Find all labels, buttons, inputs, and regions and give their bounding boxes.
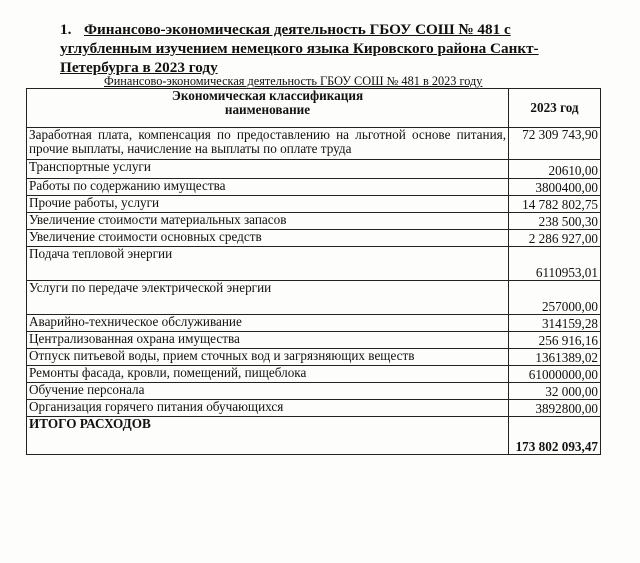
- row-name: Увеличение стоимости основных средств: [27, 230, 509, 247]
- table-row: [27, 349, 601, 366]
- table-row: [27, 383, 601, 400]
- row-name: Услуги по передаче электрической энергии: [27, 281, 509, 315]
- row-name: Обучение персонала: [27, 383, 509, 400]
- row-value: 14 782 802,75: [509, 196, 601, 213]
- header-classification-line2: наименование: [224, 102, 311, 117]
- row-value: 6110953,01: [509, 247, 601, 281]
- table-row: [27, 213, 601, 230]
- row-value: 3800400,00: [509, 179, 601, 196]
- row-value: 32 000,00: [509, 383, 601, 400]
- table-caption: Финансово-экономическая деятельность ГБОУ СОШ № 481 в 2023 году: [104, 74, 483, 88]
- table-row: [27, 230, 601, 247]
- table-row: [27, 366, 601, 383]
- row-value: 20610,00: [509, 160, 601, 179]
- row-value: 3892800,00: [509, 400, 601, 417]
- row-name: Увеличение стоимости материальных запасов: [27, 213, 509, 230]
- row-name: Транспортные услуги: [27, 160, 509, 179]
- document-heading: [60, 20, 600, 77]
- row-value: 61000000,00: [509, 366, 601, 383]
- row-value: 238 500,30: [509, 213, 601, 230]
- row-name: Аварийно-техническое обслуживание: [27, 315, 509, 332]
- row-value: 257000,00: [509, 281, 601, 315]
- row-name: Подача тепловой энергии: [27, 247, 509, 281]
- table-row: [27, 247, 601, 281]
- row-name: Работы по содержанию имущества: [27, 179, 509, 196]
- header-year: 2023 год: [509, 89, 601, 128]
- total-label: ИТОГО РАСХОДОВ: [27, 417, 509, 455]
- row-value: 314159,28: [509, 315, 601, 332]
- financial-table: [26, 88, 601, 455]
- total-value: 173 802 093,47: [509, 417, 601, 455]
- row-name: Отпуск питьевой воды, прием сточных вод и загрязняющих веществ: [27, 349, 509, 366]
- row-name: Заработная плата, компенсация по предоставлению на льготной основе питания, прочие выплаты, начисление на выплаты по оплате труда: [27, 128, 509, 160]
- table-row: [27, 196, 601, 213]
- table-row: [27, 160, 601, 179]
- row-value: 2 286 927,00: [509, 230, 601, 247]
- row-value: 72 309 743,90: [509, 128, 601, 160]
- heading-number: 1.: [60, 21, 72, 38]
- table-row: [27, 400, 601, 417]
- row-name: Прочие работы, услуги: [27, 196, 509, 213]
- table-row: [27, 128, 601, 160]
- heading-text: Финансово-экономическая деятельность ГБОУ СОШ № 481 с углубленным изучением немецкого языка Кировского района Санкт- Петербурга в 2023 году: [60, 21, 539, 76]
- table-row: [27, 179, 601, 196]
- table-row: [27, 315, 601, 332]
- row-name: Централизованная охрана имущества: [27, 332, 509, 349]
- table-header-row: [27, 89, 601, 128]
- row-value: 1361389,02: [509, 349, 601, 366]
- table-row: [27, 332, 601, 349]
- row-name: Организация горячего питания обучающихся: [27, 400, 509, 417]
- header-classification-line1: Экономическая классификация: [171, 88, 364, 103]
- table-row: [27, 281, 601, 315]
- row-name: Ремонты фасада, кровли, помещений, пищеблока: [27, 366, 509, 383]
- table-total-row: [27, 417, 601, 455]
- row-value: 256 916,16: [509, 332, 601, 349]
- header-classification: [27, 89, 509, 128]
